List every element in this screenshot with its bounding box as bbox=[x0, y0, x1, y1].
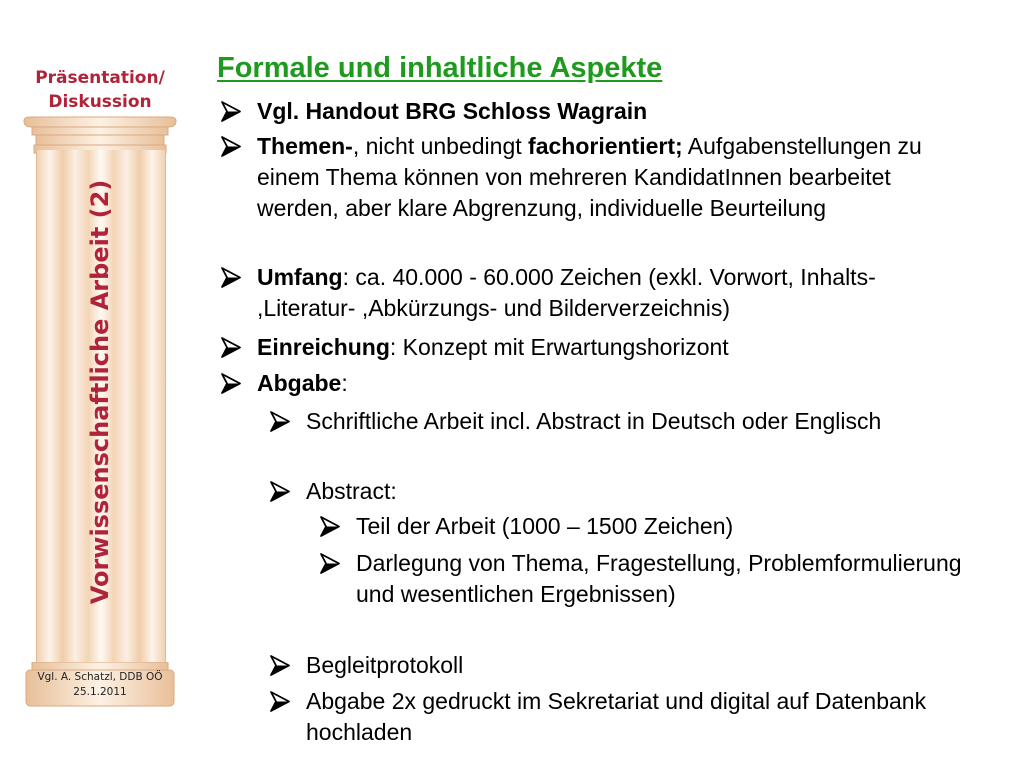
arrowhead-bullet-icon bbox=[218, 131, 244, 162]
bullet-text: Teil der Arbeit (1000 – 1500 Zeichen) bbox=[356, 513, 734, 539]
bullet-text-bold: Einreichung bbox=[257, 334, 390, 360]
list-item bbox=[257, 262, 977, 324]
arrowhead-bullet-icon bbox=[218, 332, 244, 363]
arrowhead-bullet-icon bbox=[317, 511, 343, 542]
bullet-text: , nicht unbedingt bbox=[352, 133, 529, 159]
bullet-text: : bbox=[341, 370, 348, 396]
sidebar-title bbox=[20, 66, 180, 114]
bullet-text: : ca. 40.000 - 60.000 Zeichen (exkl. Vorwort, Inhalts- ,Literatur- ,Abkürzungs- und Bilderverzeichnis) bbox=[257, 264, 876, 321]
list-item bbox=[257, 96, 977, 127]
list-item bbox=[257, 332, 977, 363]
list-item bbox=[306, 650, 986, 681]
bullet-text: Aufgabenstellungen zu einem Thema können von mehreren KandidatInnen bearbeitet werden, aber klare Abgrenzung, individuelle Beurteilung bbox=[257, 133, 922, 221]
bullet-text-bold: Themen- bbox=[257, 133, 353, 159]
arrowhead-bullet-icon bbox=[267, 686, 293, 717]
bullet-text: Darlegung von Thema, Fragestellung, Problemformulierung und wesentlichen Ergebnissen) bbox=[356, 550, 962, 607]
list-item bbox=[356, 511, 986, 542]
vertical-title: Vorwissenschaftliche Arbeit (2) bbox=[86, 179, 114, 605]
bullet-text-bold: fachorientiert; bbox=[528, 133, 683, 159]
page-title: Formale und inhaltliche Aspekte bbox=[217, 52, 663, 84]
sidebar-title-line1: Präsentation/ bbox=[35, 68, 165, 88]
credit-line2: 25.1.2011 bbox=[73, 686, 127, 698]
bullet-text-bold: Abgabe bbox=[257, 370, 342, 396]
arrowhead-bullet-icon bbox=[317, 548, 343, 579]
bullet-text: : Konzept mit Erwartungshorizont bbox=[389, 334, 729, 360]
arrowhead-bullet-icon bbox=[267, 650, 293, 681]
arrowhead-bullet-icon bbox=[218, 262, 244, 293]
arrowhead-bullet-icon bbox=[218, 368, 244, 399]
list-item bbox=[306, 686, 986, 748]
bullet-text: Abstract: bbox=[306, 478, 397, 504]
sidebar-title-line2: Diskussion bbox=[48, 92, 152, 112]
bullet-text-bold: Vgl. Handout BRG Schloss Wagrain bbox=[257, 98, 648, 124]
sidebar-pillar bbox=[0, 0, 200, 768]
credit-text bbox=[24, 670, 176, 700]
credit-line1: Vgl. A. Schatzl, DDB OÖ bbox=[37, 671, 163, 683]
arrowhead-bullet-icon bbox=[267, 476, 293, 507]
bullet-text-bold: Umfang bbox=[257, 264, 343, 290]
list-item bbox=[257, 131, 977, 224]
bullet-text: Begleitprotokoll bbox=[306, 652, 464, 678]
bullet-text: Abgabe 2x gedruckt im Sekretariat und digital auf Datenbank hochladen bbox=[306, 688, 927, 745]
list-item bbox=[257, 368, 977, 399]
list-item bbox=[306, 476, 986, 507]
arrowhead-bullet-icon bbox=[218, 96, 244, 127]
bullet-text: Schriftliche Arbeit incl. Abstract in Deutsch oder Englisch bbox=[306, 408, 882, 434]
list-item bbox=[356, 548, 986, 610]
list-item bbox=[306, 406, 986, 437]
arrowhead-bullet-icon bbox=[267, 406, 293, 437]
